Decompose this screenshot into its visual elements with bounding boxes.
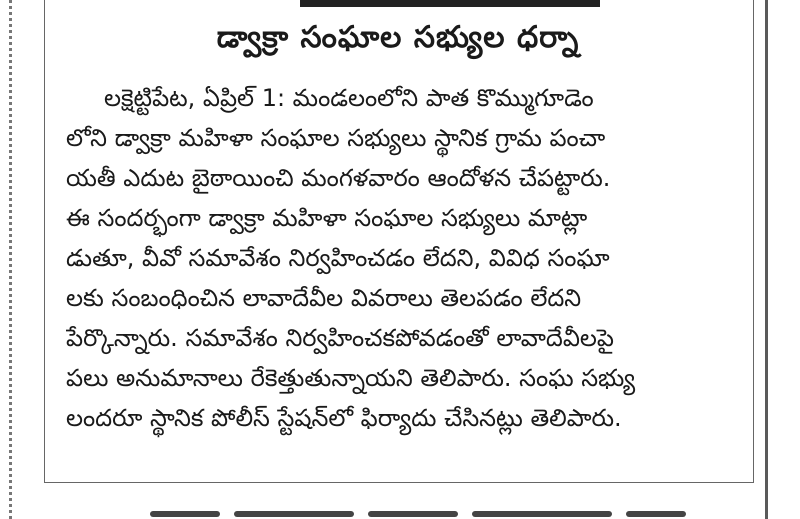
article-line: పలు అనుమానాలు రేకెత్తుతున్నాయని తెలిపారు. సంఘ సభ్యు — [66, 364, 636, 392]
article-line: లకు సంబంధించిన లావాదేవీల వివరాలు తెలపడం లేదని — [66, 284, 582, 312]
previous-article-fragment — [300, 0, 600, 7]
article-line: ఈ సందర్భంగా డ్వాక్రా మహిళా సంఘాల సభ్యులు మాట్లా — [66, 204, 588, 232]
article-line: లందరూ స్థానిక పోలీస్ స్టేషన్‌లో ఫిర్యాదు చేసినట్లు తెలిపారు. — [66, 404, 622, 432]
article-line: లోని డ్వాక్రా మహిళా సంఘాల సభ్యులు స్థానిక గ్రామ పంచా — [66, 124, 606, 152]
article-headline: డ్వాక్రా సంఘాల సభ్యుల ధర్నా — [216, 20, 580, 55]
article-line: డుతూ, వీవో సమావేశం నిర్వహించడం లేదని, వివిధ సంఘా — [66, 244, 610, 272]
article-line: లక్షెట్టిపేట, ఏప్రిల్ 1: మండలంలోని పాత కొమ్ముగూడెం — [104, 84, 594, 112]
article-body — [66, 78, 746, 438]
article-line: యతీ ఎదుట బైఠాయించి మంగళవారం ఆందోళన చేపట్టారు. — [66, 164, 611, 192]
article-line: పేర్కొన్నారు. సమావేశం నిర్వహించకపోవడంతో లావాదేవీలపై — [66, 324, 614, 352]
column-divider-solid — [765, 0, 768, 519]
column-divider-dotted — [9, 0, 12, 519]
next-article-fragment — [150, 497, 700, 519]
